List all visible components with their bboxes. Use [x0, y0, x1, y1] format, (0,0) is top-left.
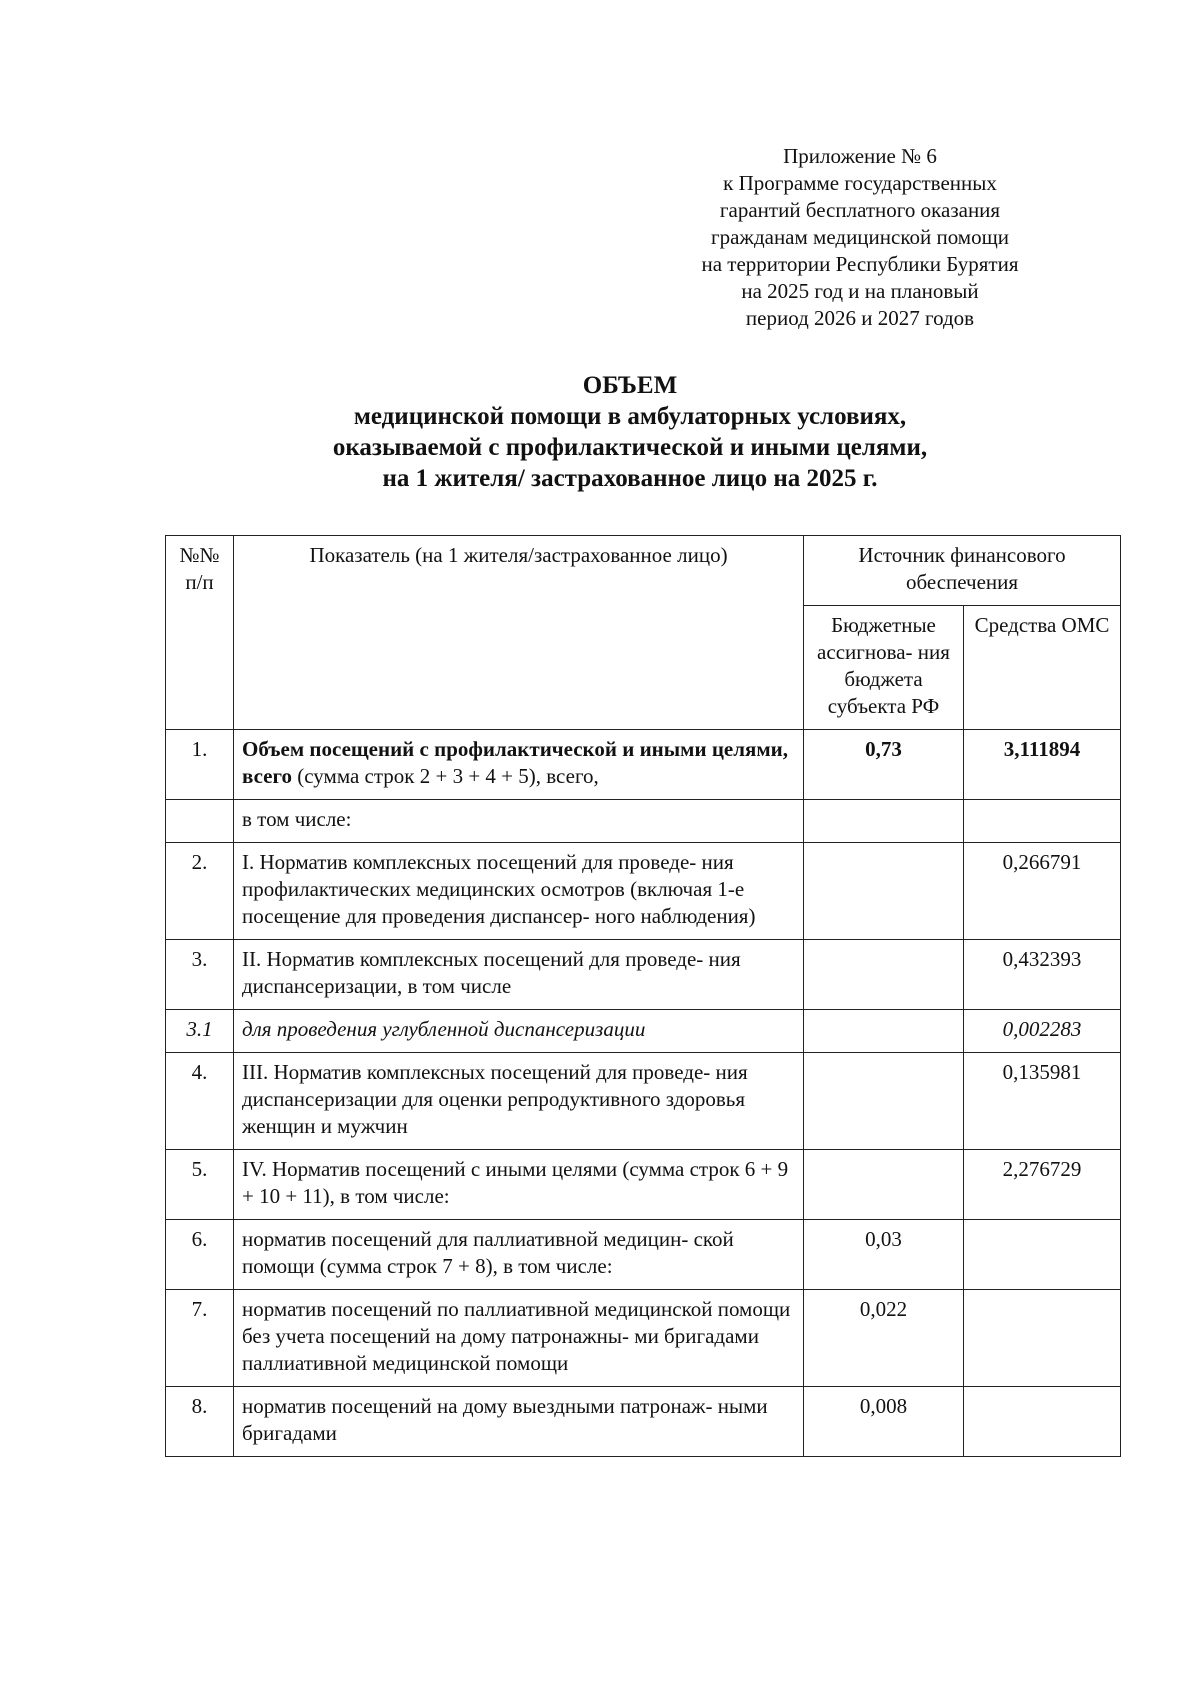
row-oms-value — [964, 1220, 1121, 1290]
row-oms-value: 0,135981 — [964, 1053, 1121, 1150]
row-indicator — [234, 730, 804, 800]
row-indicator — [234, 1290, 804, 1387]
row-indicator-text: норматив посещений на дому выездными патронаж- ными бригадами — [242, 1394, 768, 1445]
appendix-line: гражданам медицинской помощи — [711, 225, 1009, 249]
row-budget-value — [804, 730, 964, 800]
header-num: №№ п/п — [166, 536, 234, 730]
row-indicator — [234, 1053, 804, 1150]
row-oms-value-bold: 3,111894 — [1003, 737, 1081, 761]
row-indicator — [234, 940, 804, 1010]
row-indicator-text: норматив посещений по паллиативной медицинской помощи без учета посещений на дому патронажны- ми бригадами паллиативной медицинской помощи — [242, 1297, 791, 1375]
table-row — [166, 1053, 1121, 1150]
row-indicator-text: в том числе: — [242, 807, 352, 831]
table-row — [166, 1150, 1121, 1220]
row-number: 8. — [166, 1387, 234, 1457]
document-title — [0, 370, 1200, 494]
row-indicator-text: норматив посещений для паллиативной медицин- ской помощи (сумма строк 7 + 8), в том числе: — [242, 1227, 734, 1278]
table-body — [166, 730, 1121, 1457]
row-indicator — [234, 1220, 804, 1290]
appendix-line: на 2025 год и на плановый — [741, 279, 979, 303]
row-oms-value: 2,276729 — [964, 1150, 1121, 1220]
header-oms: Средства ОМС — [964, 606, 1121, 730]
header-indicator: Показатель (на 1 жителя/застрахованное лицо) — [234, 536, 804, 730]
row-budget-value — [804, 1010, 964, 1053]
title-line: ОБЪЕМ — [582, 372, 678, 399]
row-budget-value — [804, 1053, 964, 1150]
row-budget-value-bold: 0,73 — [865, 737, 902, 761]
appendix-line: гарантий бесплатного оказания — [719, 198, 1001, 222]
row-budget-value: 0,008 — [804, 1387, 964, 1457]
table-row — [166, 730, 1121, 800]
row-budget-value — [804, 843, 964, 940]
row-oms-value: 0,002283 — [964, 1010, 1121, 1053]
row-oms-value — [964, 730, 1121, 800]
row-number: 3. — [166, 940, 234, 1010]
row-indicator — [234, 843, 804, 940]
row-budget-value — [804, 800, 964, 843]
header-budget: Бюджетные ассигнова- ния бюджета субъекта РФ — [804, 606, 964, 730]
row-indicator — [234, 1387, 804, 1457]
table-row — [166, 800, 1121, 843]
row-oms-value — [964, 1387, 1121, 1457]
row-number — [166, 800, 234, 843]
row-number: 5. — [166, 1150, 234, 1220]
title-line: на 1 жителя/ застрахованное лицо на 2025 г. — [382, 465, 878, 492]
row-indicator-text: для проведения углубленной диспансеризации — [242, 1017, 646, 1041]
table-row — [166, 940, 1121, 1010]
row-oms-value: 0,266791 — [964, 843, 1121, 940]
row-budget-value — [804, 940, 964, 1010]
row-indicator-text: I. Норматив комплексных посещений для проведе- ния профилактических медицинских осмотров (включая 1-е посещение для проведения диспансер- ного наблюдения) — [242, 850, 756, 928]
row-budget-value — [804, 1150, 964, 1220]
header-funding-source: Источник финансового обеспечения — [804, 536, 1121, 606]
row-indicator — [234, 1150, 804, 1220]
header-row — [166, 536, 1121, 606]
table-row — [166, 1290, 1121, 1387]
row-indicator-text: IV. Норматив посещений с иными целями (сумма строк 6 + 9 + 10 + 11), в том числе: — [242, 1157, 789, 1208]
row-indicator — [234, 1010, 804, 1053]
row-oms-value — [964, 800, 1121, 843]
row-indicator-text: (сумма строк 2 + 3 + 4 + 5), всего, — [292, 764, 599, 788]
row-oms-value — [964, 1290, 1121, 1387]
title-line: медицинской помощи в амбулаторных условиях, — [353, 403, 907, 430]
row-number: 3.1 — [166, 1010, 234, 1053]
table-row — [166, 1220, 1121, 1290]
appendix-line: на территории Республики Бурятия — [701, 252, 1019, 276]
row-number: 2. — [166, 843, 234, 940]
row-indicator-bold: Объем посещений с профилактической и иными целями, всего — [242, 737, 789, 788]
table-row — [166, 1387, 1121, 1457]
appendix-block — [640, 143, 1080, 332]
volume-table — [165, 535, 1121, 1457]
appendix-line: период 2026 и 2027 годов — [745, 306, 975, 330]
title-line: оказываемой с профилактической и иными целями, — [332, 434, 928, 461]
table-row — [166, 1010, 1121, 1053]
row-oms-value: 0,432393 — [964, 940, 1121, 1010]
row-budget-value: 0,022 — [804, 1290, 964, 1387]
row-indicator — [234, 800, 804, 843]
row-number: 7. — [166, 1290, 234, 1387]
appendix-line: Приложение № 6 — [783, 144, 937, 168]
row-indicator-text: III. Норматив комплексных посещений для проведе- ния диспансеризации для оценки репродуктивного здоровья женщин и мужчин — [242, 1060, 748, 1138]
row-number: 6. — [166, 1220, 234, 1290]
row-number: 4. — [166, 1053, 234, 1150]
table-row — [166, 843, 1121, 940]
row-budget-value: 0,03 — [804, 1220, 964, 1290]
row-indicator-text: II. Норматив комплексных посещений для проведе- ния диспансеризации, в том числе — [242, 947, 741, 998]
appendix-line: к Программе государственных — [723, 171, 997, 195]
row-number: 1. — [166, 730, 234, 800]
